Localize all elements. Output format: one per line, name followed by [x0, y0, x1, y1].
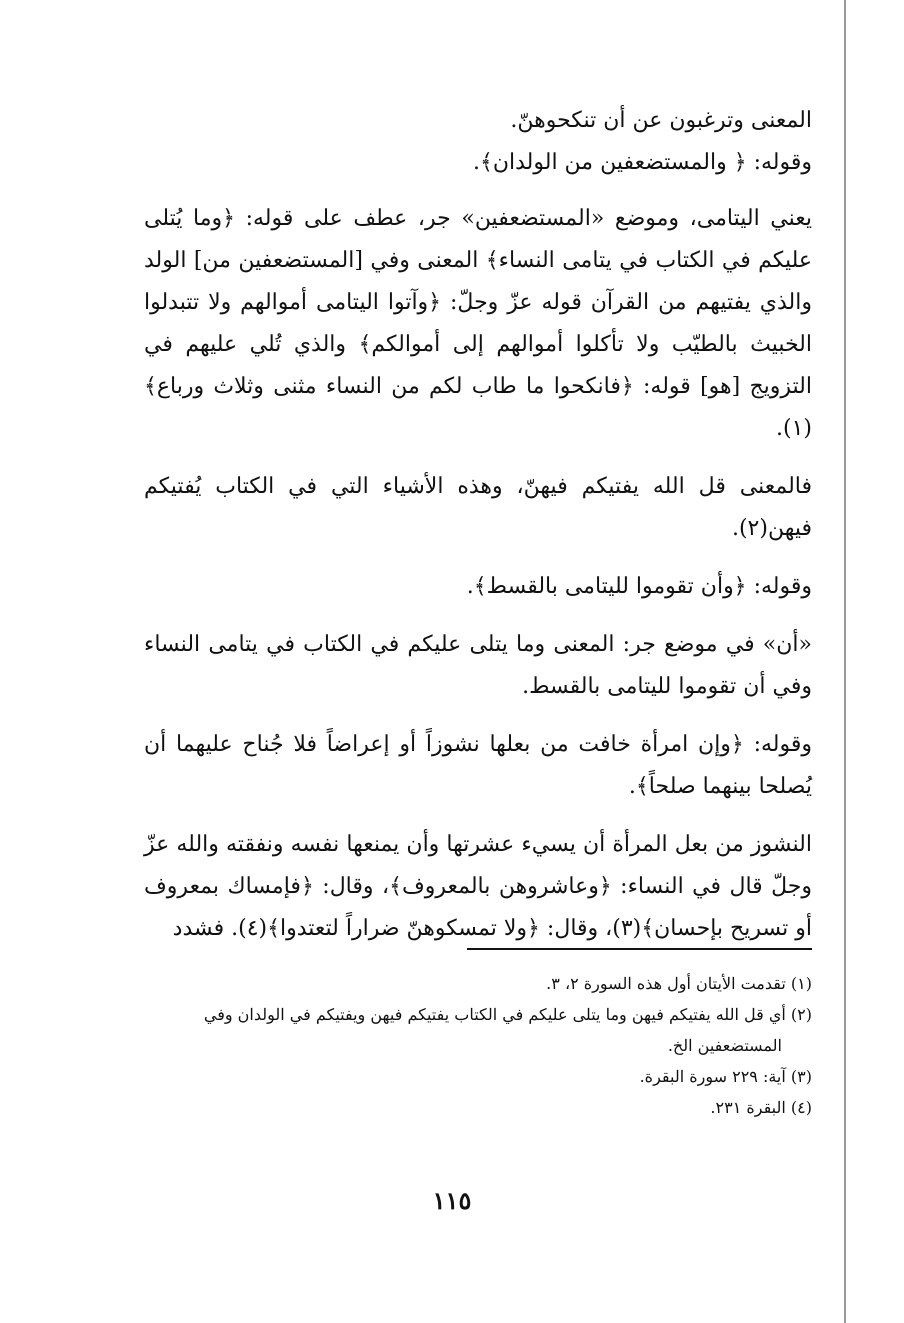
paragraph-4: فالمعنى قل الله يفتيكم فيهنّ، وهذه الأشياء التي في الكتاب يُفتيكم فيهن(٢). — [144, 474, 812, 541]
paragraph-7: وقوله: ﴿وإن امرأة خافت من بعلها نشوزاً أو إعراضاً فلا جُناح عليهما أن يُصلحا بينهما صلحاً﴾. — [144, 732, 812, 799]
footnote-3: (٣) آية: ٢٢٩ سورة البقرة. — [639, 1067, 812, 1086]
paragraph-2: وقوله: ﴿ والمستضعفين من الولدان﴾. — [472, 150, 812, 175]
paragraph-5: وقوله: ﴿وأن تقوموا لليتامى بالقسط﴾. — [466, 574, 812, 599]
footnote-2-continuation: المستضعفين الخ. — [667, 1036, 782, 1055]
paragraph-6: «أن» في موضع جر: المعنى وما يتلى عليكم في الكتاب في يتامى النساء وفي أن تقوموا لليتامى بالقسط. — [144, 632, 812, 699]
paragraph-8: النشوز من بعل المرأة أن يسيء عشرتها وأن يمنعها نفسه ونفقته والله عزّ وجلّ قال في النساء: ﴿وعاشروهن بالمعروف﴾، وقال: ﴿فإمساك بمعروف أو تسريح بإحسان﴾(٣)، وقال: ﴿ولا تمسكوهنّ ضراراً لتعتدوا﴾(٤). فشدد — [144, 832, 812, 941]
page-edge-line — [844, 0, 846, 1323]
footnotes — [144, 968, 812, 1123]
main-text — [144, 100, 812, 950]
footnote-divider — [467, 948, 812, 950]
page-number: ١١٥ — [432, 1186, 472, 1215]
footnote-4: (٤) البقرة ٢٣١. — [710, 1098, 812, 1117]
footnote-2: (٢) أي قل الله يفتيكم فيهن وما يتلى عليكم في الكتاب يفتيكم فيهن ويفتيكم في الولدان وفي — [203, 1005, 812, 1024]
paragraph-3: يعني اليتامى، وموضع «المستضعفين» جر، عطف على قوله: ﴿وما يُتلى عليكم في الكتاب في يتامى النساء﴾ المعنى وفي [المستضعفين من] الولد والذي يفتيهم من القرآن قوله عزّ وجلّ: ﴿وآتوا اليتامى أموالهم ولا تتبدلوا الخبيث بالطيّب ولا تأكلوا أموالهم إلى أموالكم﴾ والذي تُلي عليهم في التزويج [هو] قوله: ﴿فانكحوا ما طاب لكم من النساء مثنى وثلاث ورباع﴾(١). — [144, 206, 812, 441]
footnote-1: (١) تقدمت الأيتان أول هذه السورة ٢، ٣. — [546, 974, 812, 993]
paragraph-1: المعنى وترغبون عن أن تنكحوهنّ. — [510, 108, 812, 133]
